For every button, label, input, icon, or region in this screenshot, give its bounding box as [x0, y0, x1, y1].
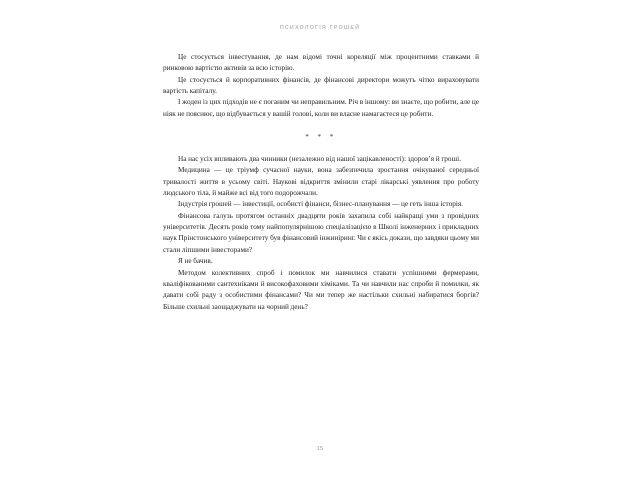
paragraph-i-did-not-see: Я не бачив. — [178, 257, 213, 266]
paragraph-corporate-finance: Це стосується й корпоративних фінансів, де фінансові директори можуть чітко вираховувати вартість капіталу. — [163, 75, 479, 96]
paragraph-medicine: Медицина — це тріумф сучасної науки, вона забезпечила зростання очікуваної середньої тривалості життя в усьому світі. Наукові відкриття змінили старі лікарські уявлення про роботу людського тіла, й майже всі від того подорожчали. — [163, 166, 479, 198]
text-column — [163, 52, 479, 313]
paragraph-finance-sector: Фінансова галузь протягом останніх двадцяти років захапила собі найкращі уми з провідних університетів. Десять років тому найпопулярнішою спеціалізацією в Школі інженерних і прикладних наук Прінстонського університету був фінансовий інжиніринг. Чи є якісь докази, що завдяки цьому ми стали ліпшими інвесторами? — [163, 211, 479, 254]
paragraph-investing: Це стосується інвестування, де нам відомі точні кореляції між процентними ставками й ринковою вартістю активів за всю історію. — [163, 53, 479, 73]
paragraph-trial-and-error: Методом колективних спроб і помилок ми навчилися ставати успішними фермерами, кваліфікованими сантехніками й високофаховими хіміками. Та чи навчили нас спроби й помилки, як давати собі раду з особистими фінансами? Чи ми тепер же настільки схильні набиратися боргів? Більше схильні заощаджувати на чорний день? — [163, 268, 479, 311]
running-header-title: ПСИХОЛОГІЯ ГРОШЕЙ — [279, 25, 361, 31]
page-number: 15 — [316, 446, 324, 452]
paragraph-two-factors: На нас усіх впливають два чинники (незалежно від нашої зацікавленості): здоров’я й гроші. — [178, 155, 461, 164]
paragraph-money-industry: Індустрія грошей — інвестиції, особисті фінанси, бізнес-планування — це геть інша історія. — [178, 200, 464, 209]
section-divider: * * * — [305, 133, 337, 142]
paragraph-approaches: І жоден із цих підходів не є поганим чи неправильним. Річ в іншому: ви знаєте, що робити, але це ніяк не пояснює, що відбувається у вашій голові, коли ви власне намагаєтеся це робити. — [163, 98, 479, 118]
